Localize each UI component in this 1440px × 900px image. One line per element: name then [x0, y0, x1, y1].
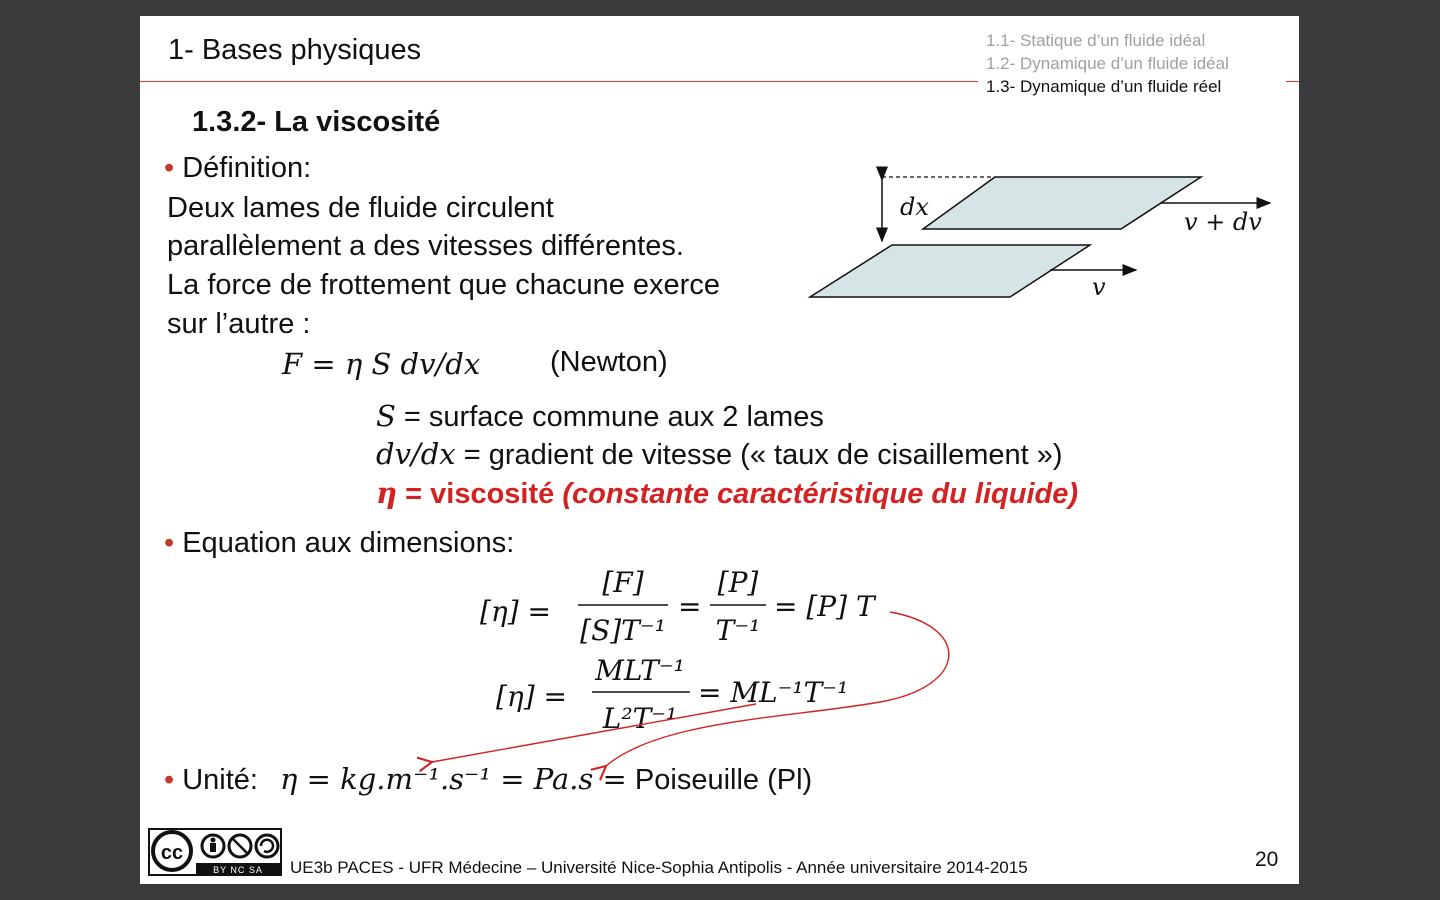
- dimensions-label: Equation aux dimensions:: [182, 527, 515, 559]
- nav-item-1-1[interactable]: 1.1- Statique d’un fluide idéal: [986, 31, 1206, 50]
- term-description: = surface commune aux 2 lames: [395, 401, 824, 433]
- label-v: v: [1092, 273, 1106, 301]
- footer-text: UE3b PACES - UFR Médecine – Université Nice-Sophia Antipolis - Année universitaire 2014-2015: [290, 858, 1028, 877]
- term-surface: [376, 399, 824, 434]
- definition-line-1: Deux lames de fluide circulent: [167, 192, 554, 224]
- definition-label: Définition:: [182, 152, 312, 184]
- newton-label: (Newton): [550, 346, 668, 378]
- eq1-frac1-numerator: [F]: [602, 566, 644, 599]
- eq1-equals: =: [678, 590, 702, 623]
- eq1-rhs: = [P] T: [774, 590, 875, 623]
- dimensions-heading: [164, 527, 514, 560]
- nav-item-1-2[interactable]: 1.2- Dynamique d’un fluide idéal: [986, 54, 1229, 73]
- unit-formula: η = kg.m⁻¹.s⁻¹ = Pa.s =: [280, 762, 627, 796]
- label-v-plus-dv: v + dv: [1184, 208, 1262, 236]
- definition-line-3: La force de frottement que chacune exerce: [167, 269, 720, 301]
- viscosity-note: (constante caractéristique du liquide): [562, 478, 1078, 510]
- top-fluid-plate: [923, 177, 1201, 229]
- eq1-frac2-numerator: [P]: [717, 566, 759, 599]
- newton-formula: F = η S dv/dx: [282, 347, 481, 381]
- section-navigation: [978, 27, 1286, 100]
- bottom-fluid-plate: [810, 245, 1090, 297]
- label-dx: dx: [900, 193, 929, 221]
- slide: [140, 16, 1299, 884]
- sa-icon: [256, 835, 278, 857]
- eq1-frac1-denominator: [S]T⁻¹: [580, 614, 666, 647]
- term-description: = gradient de vitesse (« taux de cisaillement »): [455, 439, 1063, 471]
- eq2-lhs: [η] =: [496, 680, 567, 713]
- term-symbol: S: [376, 399, 396, 433]
- eq2-numerator: MLT⁻¹: [595, 654, 685, 687]
- term-viscosity: [376, 476, 1078, 511]
- red-arrow-to-kg-m-s: [432, 704, 756, 762]
- viscosity-label: = viscosité: [397, 478, 563, 510]
- eq2-denominator: L²T⁻¹: [602, 702, 678, 735]
- fluid-plates-diagram: [800, 166, 1280, 316]
- red-arrow-to-pa-s: [606, 612, 949, 766]
- term-symbol: dv/dx: [376, 437, 456, 471]
- slide-header-title: 1- Bases physiques: [168, 34, 422, 66]
- creative-commons-badge: [148, 828, 282, 878]
- eta-symbol: η: [376, 476, 398, 510]
- definition-heading: [164, 152, 311, 185]
- unit-row: [164, 762, 812, 797]
- definition-line-4: sur l’autre :: [167, 308, 311, 340]
- nav-item-1-3[interactable]: 1.3- Dynamique d’un fluide réel: [986, 77, 1222, 96]
- unit-name: Poiseuille (Pl): [634, 764, 813, 796]
- section-title: 1.3.2- La viscosité: [192, 106, 441, 138]
- term-gradient: [376, 437, 1063, 472]
- cc-icon-text: cc: [160, 842, 184, 864]
- page-number: 20: [1255, 848, 1279, 871]
- eq1-lhs: [η] =: [480, 595, 551, 628]
- bullet: •: [164, 764, 175, 796]
- eq2-rhs: = ML⁻¹T⁻¹: [698, 676, 849, 709]
- unit-label: Unité:: [182, 764, 258, 796]
- bullet: •: [164, 152, 175, 184]
- cc-badge-labels: BY NC SA: [213, 865, 263, 875]
- eq1-frac2-denominator: T⁻¹: [715, 614, 761, 647]
- bullet: •: [164, 527, 175, 559]
- definition-line-2: parallèlement a des vitesses différentes.: [167, 230, 684, 262]
